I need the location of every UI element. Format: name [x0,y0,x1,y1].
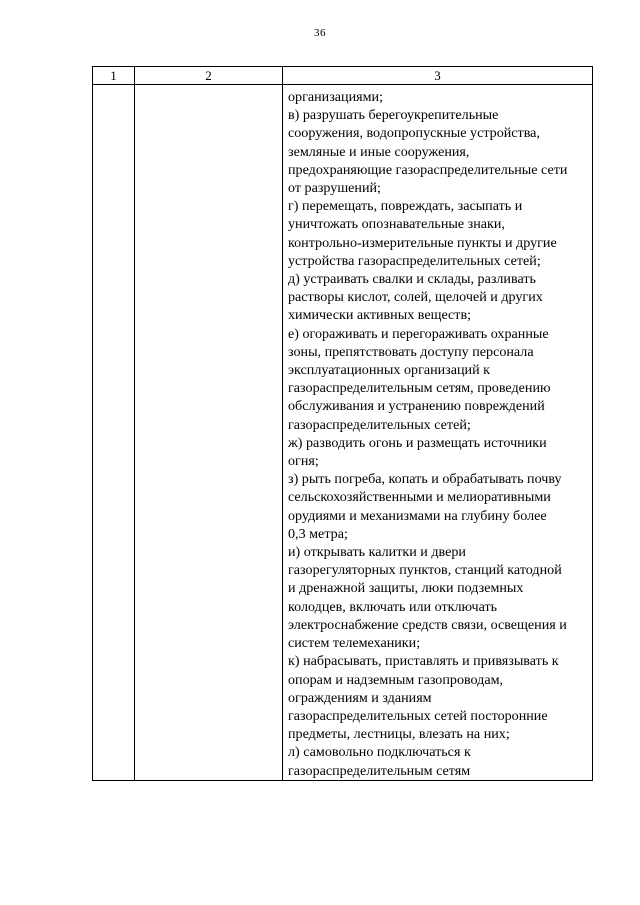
text-line: г) перемещать, повреждать, засыпать и [288,198,523,215]
text-line: л) самовольно подключаться к [288,744,471,761]
text-line: контрольно-измерительные пункты и другие [288,234,557,251]
text-line: ограждениям и зданиям [288,689,432,706]
text-line: от разрушений; [288,180,381,197]
text-line: к) набрасывать, приставлять и привязывать к [288,653,559,670]
text-line: колодцев, включать или отключать [288,598,498,615]
column-1-cell [93,85,135,781]
text-line: химически активных веществ; [288,307,472,324]
page-number: 36 [314,27,326,39]
text-line: и) открывать калитки и двери [288,544,466,561]
text-line: предохраняющие газораспределительные сети [288,161,568,178]
text-line: организациями; [288,89,383,105]
text-line: ж) разводить огонь и размещать источники [288,434,547,451]
text-line: эксплуатационных организаций к [288,362,491,379]
text-line: устройства газораспределительных сетей; [288,252,541,269]
text-line: орудиями и механизмами на глубину более [288,507,547,524]
text-line: 0,3 метра; [288,525,348,542]
text-line: опорам и надземным газопроводам, [288,671,504,688]
text-line: в) разрушать берегоукрепительные [288,107,499,124]
text-line: газорегуляторных пунктов, станций катодной [288,562,562,579]
text-line: и дренажной защиты, люки подземных [288,580,524,597]
text-line: растворы кислот, солей, щелочей и других [288,289,543,306]
text-line: земляные и иные сооружения, [288,143,470,160]
text-line: электроснабжение средств связи, освещения и [288,616,567,633]
text-line: зоны, препятствовать доступу персонала [288,343,534,360]
text-line: предметы, лестницы, влезать на них; [288,726,510,743]
text-line: сооружения, водопропускные устройства, [288,125,540,142]
text-line: з) рыть погреба, копать и обрабатывать почву [288,471,562,488]
table-header-row [93,67,593,85]
text-line: д) устраивать свалки и склады, разливать [288,271,536,288]
text-line: сельскохозяйственными и мелиоративными [288,489,551,506]
column-header-1: 1 [93,67,135,85]
text-line: е) огораживать и перегораживать охранные [288,325,549,342]
column-3-cell [283,85,593,781]
text-line: газораспределительным сетям, проведению [288,380,551,397]
text-line: газораспределительных сетей; [288,416,471,433]
text-line: обслуживания и устранению повреждений [288,398,545,415]
text-line: газораспределительным сетям [288,762,471,779]
text-line: газораспределительных сетей посторонние [288,707,548,724]
column-header-2: 2 [135,67,283,85]
text-line: уничтожать опознавательные знаки, [288,216,505,233]
document-table [92,66,593,781]
text-line: огня; [288,453,319,470]
text-line: систем телемеханики; [288,635,421,652]
column-2-cell [135,85,283,781]
table-row [93,85,593,781]
column-header-3: 3 [283,67,593,85]
